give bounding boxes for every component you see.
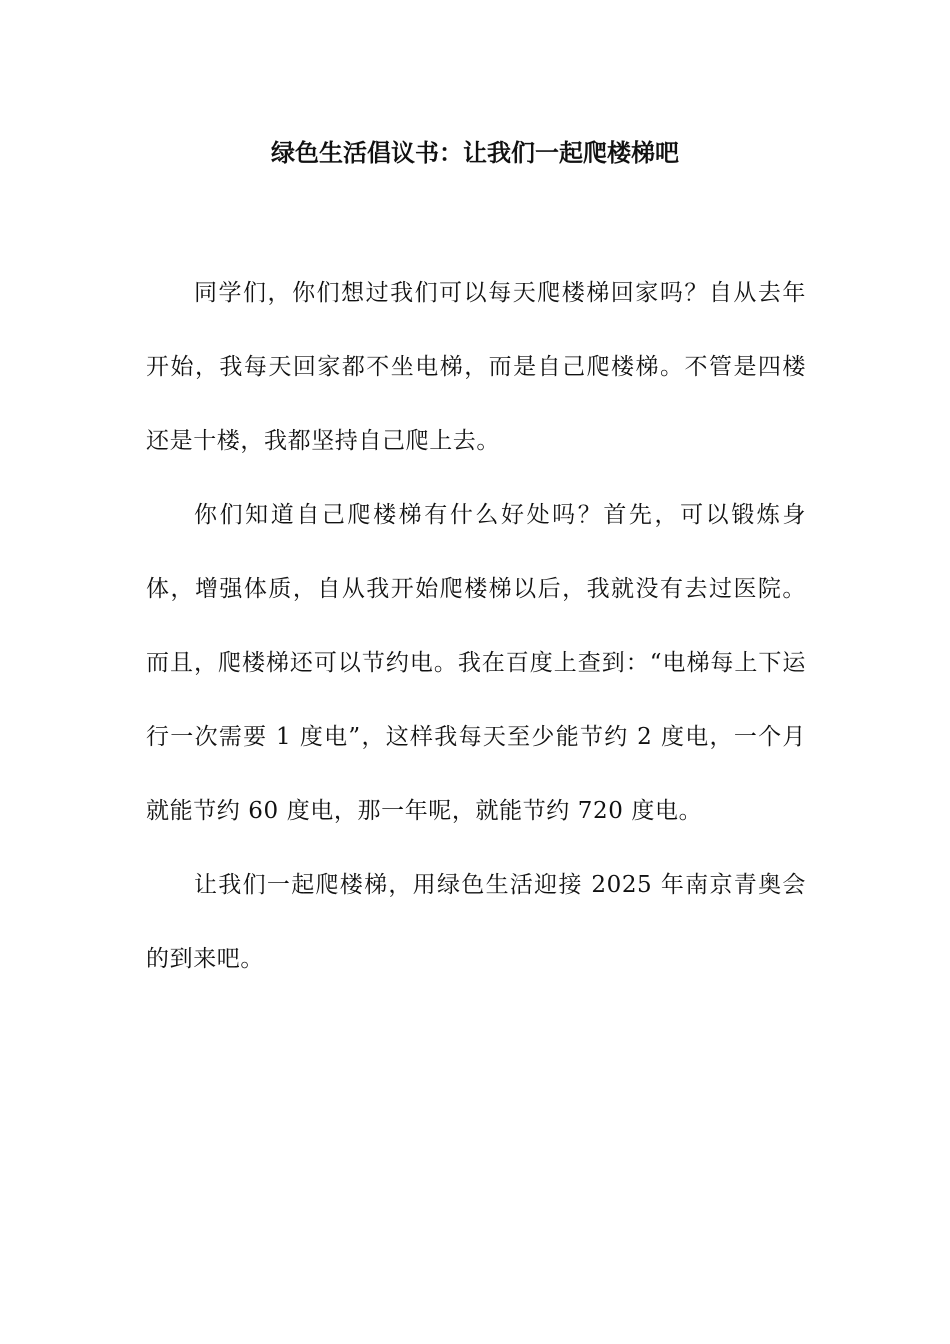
paragraph-3: 让我们一起爬楼梯，用绿色生活迎接 2025 年南京青奥会的到来吧。 xyxy=(146,872,806,972)
document-title: 绿色生活倡议书：让我们一起爬楼梯吧 xyxy=(271,139,679,167)
paragraph-1: 同学们，你们想过我们可以每天爬楼梯回家吗？自从去年开始，我每天回家都不坐电梯，而是自己爬楼梯。不管是四楼还是十楼，我都坚持自己爬上去。 xyxy=(146,280,806,454)
paragraph-2: 你们知道自己爬楼梯有什么好处吗？首先，可以锻炼身体，增强体质，自从我开始爬楼梯以后，我就没有去过医院。而且，爬楼梯还可以节约电。我在百度上查到：“电梯每上下运行一次需要 1 度电”，这样我每天至少能节约 2 度电，一个月就能节约 60 度电，那一年呢，就能节约 720 度电。 xyxy=(146,502,806,824)
document-body xyxy=(146,256,806,996)
